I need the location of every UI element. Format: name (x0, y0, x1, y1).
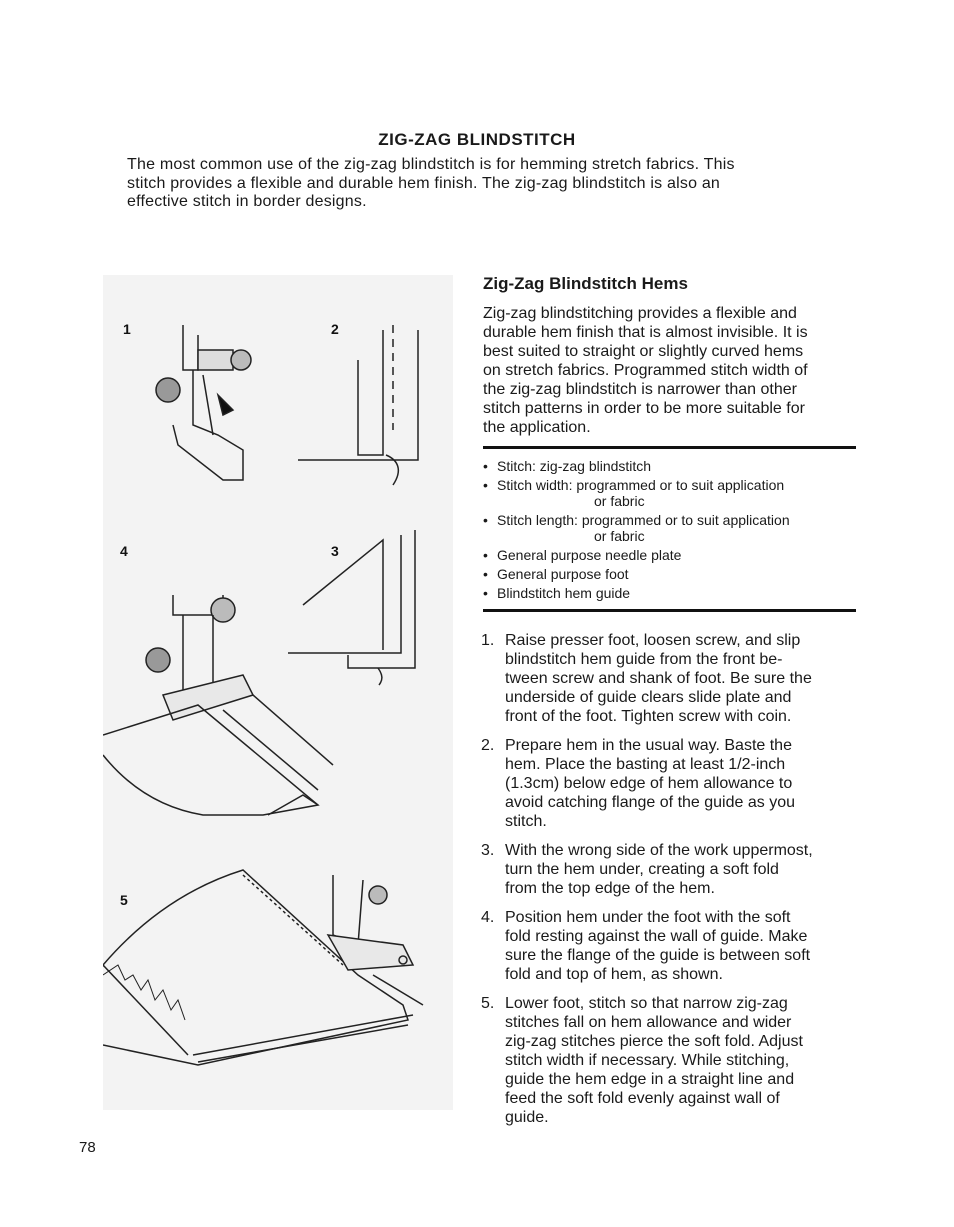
figure-label-5: 5 (120, 892, 128, 908)
paragraph-line: the application. (483, 419, 591, 436)
figure-label-3: 3 (331, 543, 339, 559)
paragraph-line: best suited to straight or slightly curved hems (483, 343, 804, 360)
settings-item: • General purpose foot (483, 566, 629, 582)
intro-line: effective stitch in border designs. (127, 193, 367, 210)
instruction-steps (481, 631, 861, 1137)
settings-item: • Stitch width: programmed or to suit application or fabric (483, 477, 785, 509)
illustration-panel (103, 275, 453, 1110)
intro-line: The most common use of the zig-zag blindstitch is for hemming stretch fabrics. This (127, 156, 735, 173)
step-item: 5. Lower foot, stitch so that narrow zig-zag stitches fall on hem allowance and wider zig-zag stitches pierce the soft fold. Adjust stitch width if necessary. While stitching, guide the hem edge in a straight line and feed the soft fold evenly against wall of guide. (481, 995, 803, 1126)
step-number: 1. (481, 632, 495, 649)
fig5-hem-feeding-drawing (103, 870, 423, 1065)
fig2-hem-drawing (298, 325, 418, 485)
settings-item: • General purpose needle plate (483, 547, 682, 563)
fig3-soft-fold-drawing (288, 530, 415, 685)
paragraph-line: Zig-zag blindstitching provides a flexible and (483, 305, 797, 322)
intro-line: stitch provides a flexible and durable hem finish. The zig-zag blindstitch is also an (127, 174, 721, 192)
step-item: 2. Prepare hem in the usual way. Baste the hem. Place the basting at least 1/2-inch (1.3cm) below edge of hem allowance to avoid catching flange of the guide as you stitch. (481, 737, 795, 830)
settings-item: • Stitch length: programmed or to suit application or fabric (483, 512, 790, 544)
fig1-presser-foot-drawing (156, 325, 251, 480)
paragraph-line: the zig-zag blindstitch is narrower than other (483, 381, 797, 398)
figure-label-1: 1 (123, 321, 131, 337)
step-item: 4. Position hem under the foot with the soft fold resting against the wall of guide. Make sure the flange of the guide is between soft fold and top of hem, as shown. (481, 909, 811, 983)
figure-label-4: 4 (120, 543, 128, 559)
step-item: 3. With the wrong side of the work uppermost, turn the hem under, creating a soft fold from the top edge of the hem. (481, 842, 813, 897)
fig4-stitching-drawing (103, 595, 333, 815)
section-heading: Zig-Zag Blindstitch Hems (483, 274, 688, 293)
step-number: 5. (481, 995, 495, 1012)
page-number: 78 (79, 1139, 96, 1156)
page-title: ZIG-ZAG BLINDSTITCH (378, 130, 576, 149)
paragraph-line: durable hem finish that is almost invisible. It is (483, 324, 808, 341)
settings-item: • Blindstitch hem guide (483, 585, 631, 601)
divider-top (483, 446, 856, 449)
section-paragraph (483, 304, 858, 437)
step-item: 1. Raise presser foot, loosen screw, and slip blindstitch hem guide from the front be- tween screw and shank of foot. Be sure the underside of guide clears slide plate and front of the foot. Tighten screw with coin. (481, 632, 812, 725)
step-number: 2. (481, 737, 495, 754)
paragraph-line: on stretch fabrics. Programmed stitch width of (483, 362, 808, 379)
settings-item: • Stitch: zig-zag blindstitch (483, 458, 652, 474)
step-number: 3. (481, 842, 495, 859)
settings-list (483, 458, 858, 604)
intro-paragraph (127, 156, 827, 212)
paragraph-line: stitch patterns in order to be more suitable for (483, 400, 805, 417)
step-number: 4. (481, 909, 495, 926)
figure-label-2: 2 (331, 321, 339, 337)
sewing-illustration (103, 275, 453, 1110)
divider-bottom (483, 609, 856, 612)
